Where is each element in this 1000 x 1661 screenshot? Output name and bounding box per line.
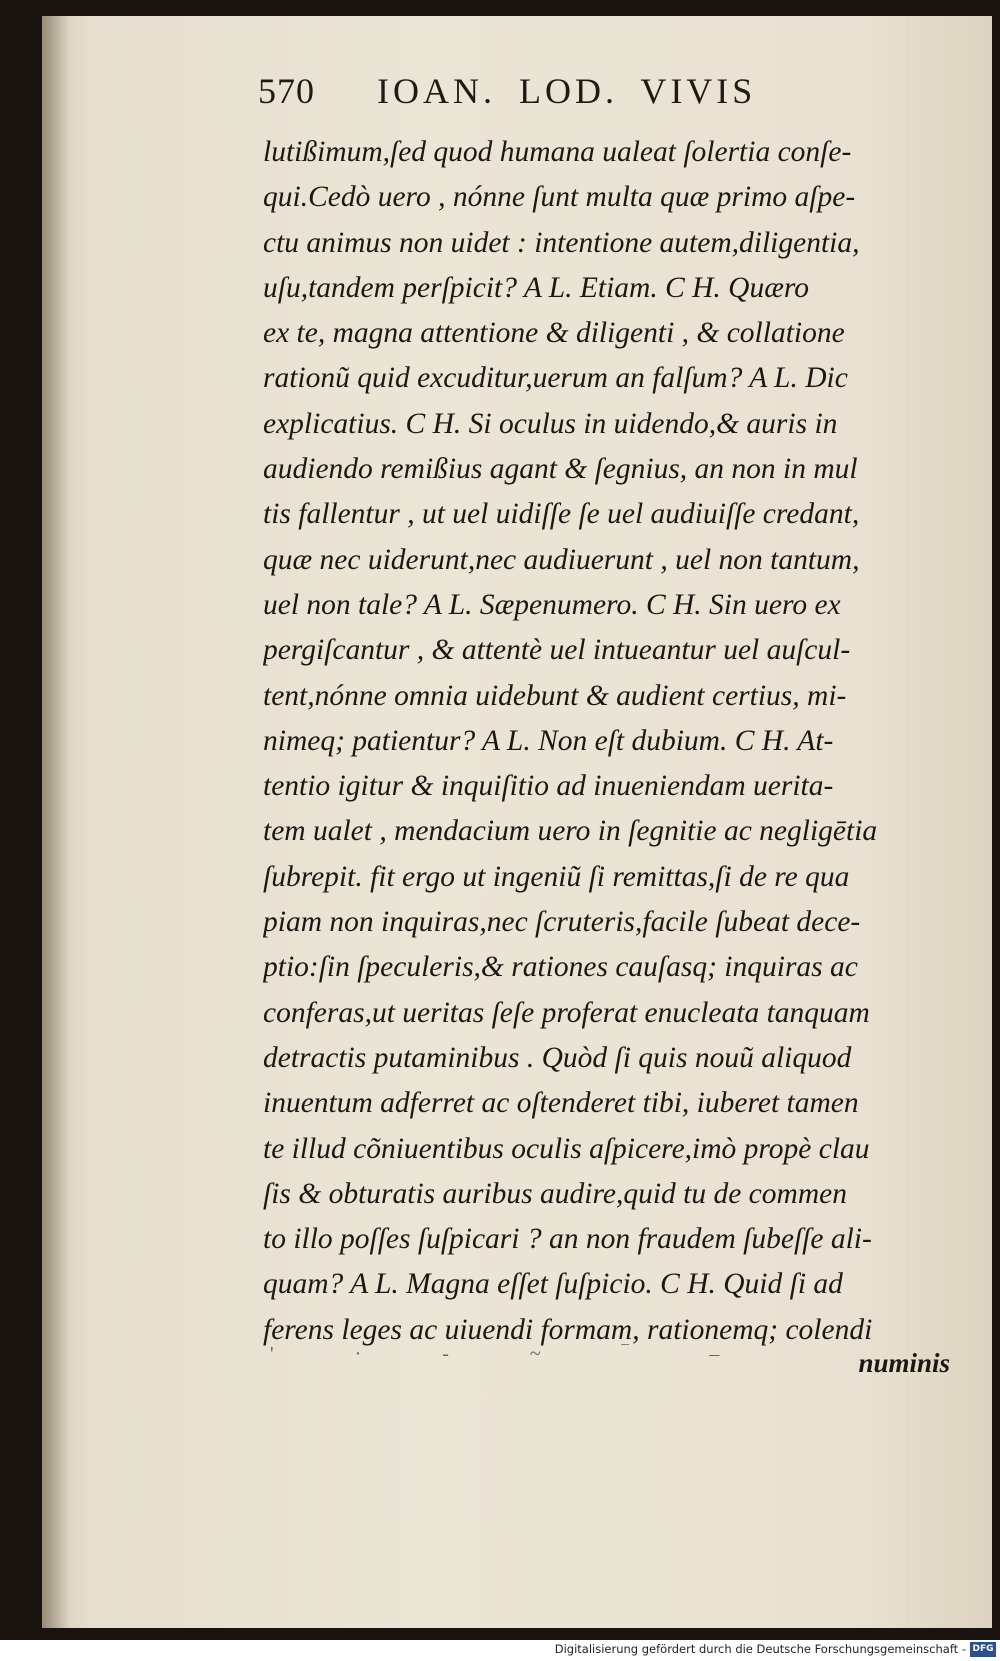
running-title: IOAN. LOD. VIVIS bbox=[377, 71, 757, 111]
text-line: inuentum adferret ac oſtenderet tibi, iuberet tamen bbox=[263, 1087, 859, 1120]
funding-credit: Digitalisierung gefördert durch die Deutsche Forschungsgemeinschaft - bbox=[554, 1642, 966, 1656]
text-line: tentio igitur & inquiſitio ad inueniendam uerita- bbox=[263, 770, 834, 803]
text-line: explicatius. C H. Si oculus in uidendo,& auris in bbox=[263, 407, 838, 440]
bleed-through-marks: ' · - ~ ‾ – bbox=[270, 1343, 758, 1365]
text-line: tem ualet , mendacium uero in ſegnitie ac negligētia bbox=[263, 815, 878, 848]
text-line: tent,nónne omnia uidebunt & audient certius, mi- bbox=[263, 679, 847, 712]
text-line: piam non inquiras,nec ſcruteris,facile ſubeat dece- bbox=[263, 906, 861, 939]
text-line: te illud cõniuentibus oculis aſpicere,imò propè clau bbox=[263, 1132, 870, 1165]
text-line: quæ nec uiderunt,nec audiuerunt , uel non tantum, bbox=[263, 543, 860, 576]
text-line: uſu,tandem perſpicit? A L. Etiam. C H. Quæro bbox=[263, 271, 810, 304]
text-line: pergiſcantur , & attentè uel intueantur uel auſcul- bbox=[263, 634, 851, 667]
text-line: conferas,ut ueritas ſeſe proferat enucleata tanquam bbox=[263, 996, 870, 1029]
catchword: numinis bbox=[858, 1348, 950, 1378]
footer-bar bbox=[0, 1640, 1000, 1661]
text-line: detractis putaminibus . Quòd ſi quis nouũ aliquod bbox=[263, 1041, 852, 1074]
text-line: uel non tale? A L. Sæpenumero. C H. Sin uero ex bbox=[263, 588, 841, 621]
text-line: tis fallentur , ut uel uidiſſe ſe uel audiuiſſe credant, bbox=[263, 498, 860, 531]
page-number: 570 bbox=[258, 71, 315, 111]
text-line: ctu animus non uidet : intentione autem,diligentia, bbox=[263, 226, 860, 259]
text-line: ex te, magna attentione & diligenti , & collatione bbox=[263, 317, 845, 350]
text-line: ptio:ſin ſpeculeris,& rationes cauſasq; inquiras ac bbox=[263, 951, 858, 984]
text-line: audiendo remißius agant & ſegnius, an non in mul bbox=[263, 453, 858, 486]
text-line: to illo poſſes ſuſpicari ? an non fraudem ſubeſſe ali- bbox=[263, 1223, 872, 1256]
text-line: rationũ quid excuditur,uerum an falſum? A L. Dic bbox=[263, 362, 848, 395]
text-line: lutißimum,ſed quod humana ualeat ſolertia conſe- bbox=[263, 136, 852, 168]
dfg-logo-icon: DFG bbox=[970, 1642, 996, 1657]
text-line: ſis & obturatis auribus audire,quid tu de commen bbox=[263, 1177, 847, 1210]
text-line: ferens leges ac uiuendi formam, rationemq; colendi bbox=[263, 1313, 873, 1346]
text-line: quam? A L. Magna eſſet ſuſpicio. C H. Quid ſi ad bbox=[263, 1268, 843, 1301]
text-line: nimeq; patientur? A L. Non eſt dubium. C H. At- bbox=[263, 724, 834, 757]
page-gutter-shadow bbox=[44, 16, 70, 1628]
text-line: ſubrepit. fit ergo ut ingeniũ ſi remittas,ſi de re qua bbox=[263, 860, 850, 893]
body-text bbox=[263, 130, 963, 1353]
text-line: qui.Cedò uero , nónne ſunt multa quæ primo aſpe- bbox=[263, 181, 856, 214]
running-head bbox=[258, 70, 756, 116]
